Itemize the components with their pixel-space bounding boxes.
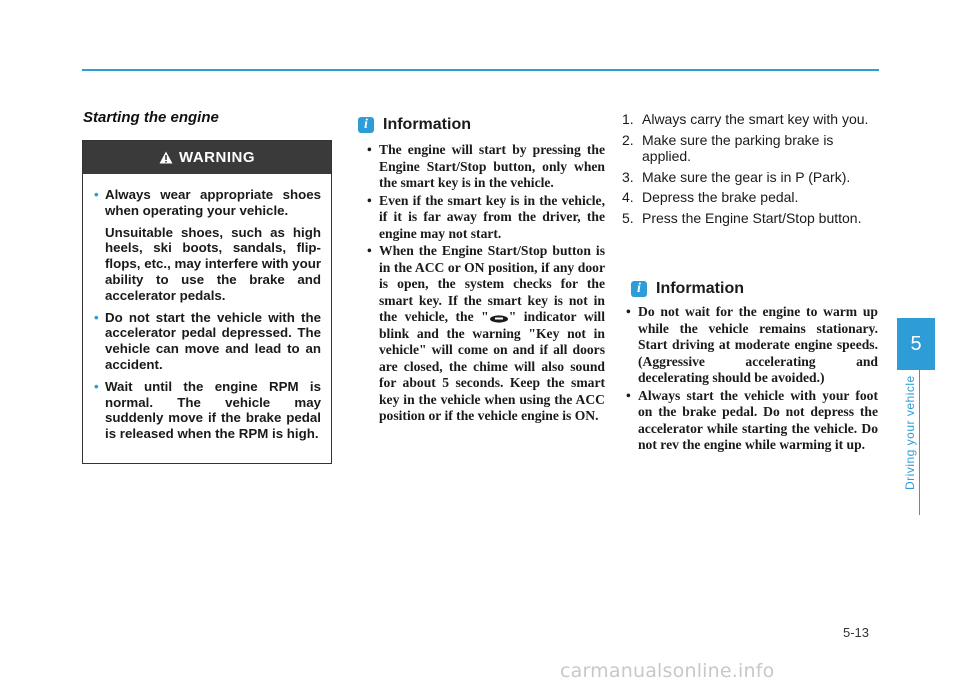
bullet-icon: • bbox=[94, 187, 99, 202]
bullet-icon: • bbox=[94, 378, 99, 394]
step-text: Depress the brake pedal. bbox=[642, 189, 799, 205]
chapter-tab: 5 bbox=[897, 318, 935, 370]
bullet-icon: • bbox=[94, 309, 99, 325]
info-item bbox=[367, 243, 605, 425]
info-icon: i bbox=[358, 117, 374, 133]
step-number: 2. bbox=[622, 131, 634, 148]
info-item: • Do not wait for the engine to warm up while the vehicle remains stationary. Start driving at moderate engine speeds. (Aggressive accelerating and decelerating should be avoided.) bbox=[626, 304, 878, 387]
step-text: Press the Engine Start/Stop button. bbox=[642, 209, 862, 226]
step-item bbox=[622, 132, 880, 165]
warning-item bbox=[94, 378, 321, 442]
info-title: Information bbox=[656, 280, 744, 297]
step-number: 5. bbox=[622, 209, 634, 226]
step-text: Make sure the gear is in P (Park). bbox=[642, 168, 851, 185]
info-text: When the Engine Start/Stop button is in the ACC or ON position, if any door is open, the system checks for the smart key. If the smart key is not in the vehicle, the " bbox=[379, 243, 605, 324]
step-item bbox=[622, 189, 880, 206]
key-indicator-icon bbox=[489, 313, 509, 323]
info-header bbox=[631, 280, 744, 298]
info-item: • Always start the vehicle with your foot on the brake pedal. Do not depress the accelerator while starting the vehicle. Do not rev the engine while warming it up. bbox=[626, 388, 878, 454]
step-item bbox=[622, 169, 880, 186]
warning-item bbox=[94, 309, 321, 373]
start-steps bbox=[622, 111, 880, 230]
chapter-title: Driving your vehicle bbox=[903, 375, 917, 490]
warning-item bbox=[94, 187, 321, 304]
warning-text: Do not start the vehicle with the accelerator pedal depressed. The vehicle can move and lead to an accident. bbox=[105, 309, 321, 372]
chapter-rule bbox=[919, 370, 920, 515]
warning-header bbox=[83, 141, 331, 174]
info-header bbox=[358, 116, 471, 134]
step-number: 4. bbox=[622, 189, 634, 205]
info-item: • Even if the smart key is in the vehicle, if it is far away from the driver, the engine may not start. bbox=[367, 193, 605, 243]
info-title: Information bbox=[383, 116, 471, 133]
warning-text: Always wear appropriate shoes when operating your vehicle. bbox=[105, 187, 321, 218]
warning-triangle-icon bbox=[159, 151, 173, 164]
warning-box bbox=[82, 140, 332, 464]
warning-title: WARNING bbox=[179, 149, 255, 166]
page-number: 5-13 bbox=[843, 625, 870, 640]
header-rule bbox=[82, 69, 879, 71]
section-title: Starting the engine bbox=[83, 109, 219, 126]
info-icon: i bbox=[631, 281, 647, 297]
step-text: Make sure the parking brake is applied. bbox=[642, 131, 834, 164]
info-list bbox=[626, 304, 878, 455]
step-number: 1. bbox=[622, 111, 634, 127]
info-text: " indicator will blink and the warning "Key not in vehicle" will come on and if all doors are closed, the chime will also sound for about 5 seconds. Keep the smart key in the vehicle when using the ACC position or if the vehicle engine is ON. bbox=[379, 309, 605, 423]
step-item bbox=[622, 210, 880, 227]
watermark: carmanualsonline.info bbox=[560, 660, 775, 682]
step-item bbox=[622, 111, 880, 128]
info-item: • The engine will start by pressing the Engine Start/Stop button, only when the smart key is in the vehicle. bbox=[367, 142, 605, 192]
warning-text: Wait until the engine RPM is normal. The vehicle may suddenly move if the brake pedal is released when the RPM is high. bbox=[105, 378, 321, 442]
warning-text: Unsuitable shoes, such as high heels, ski boots, sandals, flip-flops, etc., may interfere with your ability to use the brake and accelerator pedals. bbox=[105, 224, 321, 303]
step-text: Always carry the smart key with you. bbox=[642, 111, 869, 127]
warning-list bbox=[83, 174, 331, 442]
step-number: 3. bbox=[622, 168, 634, 185]
info-list bbox=[367, 142, 605, 426]
